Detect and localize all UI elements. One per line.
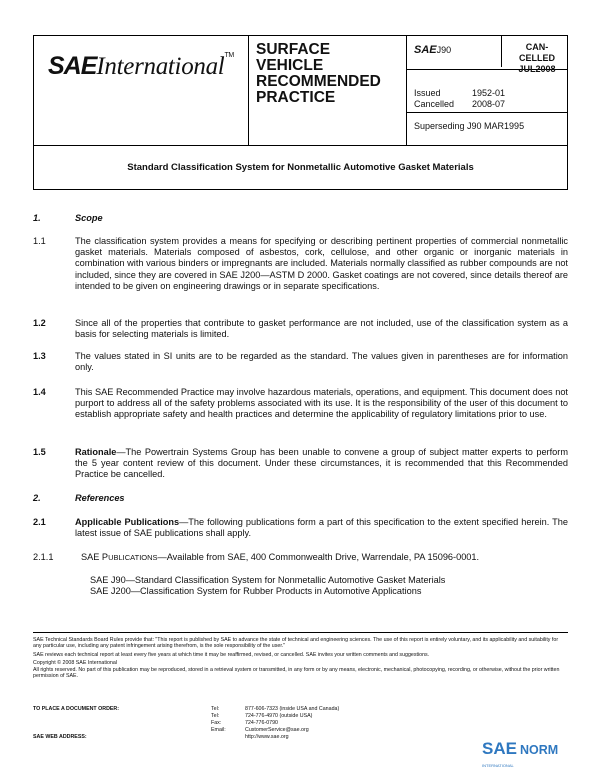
reference-item: SAE J90—Standard Classification System for Nonmetallic Automotive Gasket Materials <box>90 575 446 585</box>
web-label: SAE WEB ADDRESS: <box>33 734 87 740</box>
document-number: SAEJ90 <box>414 44 452 56</box>
footer-notice: SAE Technical Standards Board Rules provide that: "This report is published by SAE to advance the state of technical and engineering sciences. The use of this report is entirely voluntary, and its applicability and suitability for any particular use, including any patent infringement arising therefrom, is the sole responsibility of the user." SAE reviews each technical report at least every five years at which time it may be reaffirmed, revised, or cancelled. SAE invites your written comments and suggestions. Copyright © 2008 SAE International All rights reserved. No part of this publication may be reproduced, stored in a retrieval system or transmitted, in any form or by any means, electronic, mechanical, photocopying, recording, or otherwise, without the prior written permission of SAE. <box>33 632 568 679</box>
fax: 724-776-0790 <box>245 720 278 726</box>
issued-value: 1952-01 <box>472 88 506 98</box>
web-link[interactable]: http://www.sae.org <box>245 734 289 740</box>
cancelled-status: CAN- CELLED JUL2008 <box>518 42 556 74</box>
cancelled-label: Cancelled <box>414 99 455 109</box>
divider <box>406 112 567 113</box>
phone-intl: 724-776-4970 (outside USA) <box>245 713 313 719</box>
document-header <box>33 35 568 146</box>
title-box <box>33 146 568 190</box>
cancelled-value: 2008-07 <box>472 99 506 109</box>
divider <box>248 36 249 145</box>
sae-norm-logo: SAE NORM INTERNATIONAL <box>482 739 559 768</box>
reference-item: SAE J200—Classification System for Rubber Products in Automotive Applications <box>90 586 422 597</box>
email-link[interactable]: CustomerService@sae.org <box>245 727 309 733</box>
order-label: TO PLACE A DOCUMENT ORDER: <box>33 706 120 712</box>
reference-list <box>90 575 570 597</box>
divider <box>406 36 407 145</box>
phone-us: 877-606-7323 (inside USA and Canada) <box>245 706 340 712</box>
document-type: SURFACE VEHICLE RECOMMENDED PRACTICE <box>256 41 381 106</box>
divider <box>501 36 502 67</box>
document-title: Standard Classification System for Nonmetallic Automotive Gasket Materials <box>127 162 474 173</box>
sae-international-logo: SAEInternational™ <box>48 52 234 80</box>
issue-dates <box>414 88 505 110</box>
issued-label: Issued <box>414 88 441 98</box>
superseding: Superseding J90 MAR1995 <box>414 121 525 131</box>
